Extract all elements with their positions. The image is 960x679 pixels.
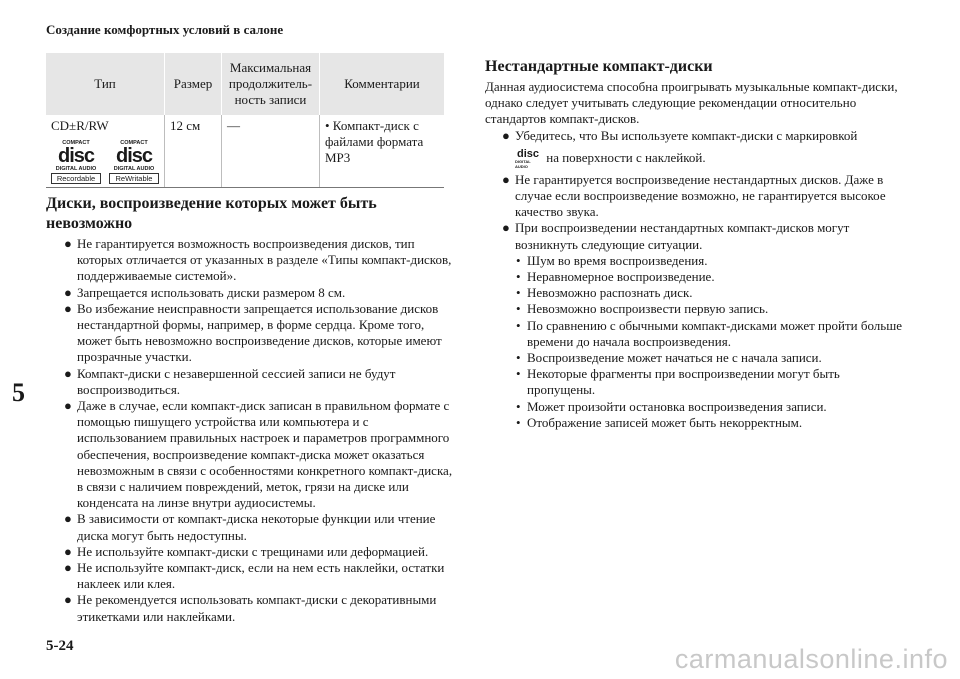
list-item: ● Убедитесь, что Вы используете компакт-диски с маркировкой disc DIGITAL AUDIO на поверхности с наклейкой. [485,128,910,170]
list-item: ● Не гарантируется возможность воспроизведения дисков, тип которых отличается от указанных в разделе «Типы компакт-дисков, поддерживаемые системой». [46,236,456,285]
list-item: ● Даже в случае, если компакт-диск записан в правильном формате с помощью пишущего устройства или компьютера и с использованием правильных настроек и параметров программного обеспечения, воспроизведение компакт-диска может оказаться невозможным в связи с особенностями конкретного компакт-диска, в связи с наличием повреждений, меток, грязи на диске или конденсата на линзе внутри аудиосистемы. [46,398,456,511]
inline-logo-line: disc DIGITAL AUDIO на поверхности с наклейкой. [515,147,706,169]
col-header-duration: Максимальная продолжитель-ность записи [222,53,320,115]
list-item: ● Не используйте компакт-диски с трещинами или деформацией. [46,544,456,560]
right-column [485,57,910,431]
compact-disc-logo-icon: disc DIGITAL AUDIO [515,147,539,169]
list-item: • Воспроизведение может начаться не с начала записи. [485,350,910,366]
list-item: ● Не гарантируется воспроизведение нестандартных дисков. Даже в случае если воспроизведение возможно, не гарантируется высокое качество звука. [485,172,910,221]
list-item: • По сравнению с обычными компакт-дисками может пройти больше времени до начала воспроизведения. [485,318,910,350]
list-item: ● Запрещается использовать диски размером 8 см. [46,285,456,301]
right-intro: Данная аудиосистема способна проигрывать музыкальные компакт-диски, однако следует учитывать следующие рекомендации относительно стандартов компакт-дисков. [485,79,898,127]
list-item: • Невозможно воспроизвести первую запись. [485,301,910,317]
right-sub-list [485,253,910,431]
right-heading: Нестандартные компакт-диски [485,58,713,75]
page-number: 5-24 [46,638,74,654]
table-row [46,115,444,188]
list-item: • Некоторые фрагменты при воспроизведении могут быть пропущены. [485,366,910,398]
list-item: ● Компакт-диски с незавершенной сессией записи не будут воспроизводиться. [46,366,456,398]
cell-type [46,115,165,188]
right-bullet-list [485,128,910,253]
cell-duration: — [222,115,320,188]
cell-type-text: CD±R/RW [51,118,109,133]
col-header-type: Тип [46,53,165,115]
disc-type-table [46,53,444,188]
cd-recordable-logo: COMPACT disc DIGITAL AUDIO Recordable [51,140,101,184]
col-header-comments: Комментарии [320,53,445,115]
left-heading: Диски, воспроизведение которых может быть невозможно [46,195,377,232]
list-item: ● В зависимости от компакт-диска некоторые функции или чтение диска могут быть недоступны. [46,511,456,543]
cd-logos [51,140,159,184]
list-item: ● При воспроизведении нестандартных компакт-дисков могут возникнуть следующие ситуации. [485,220,910,252]
watermark: carmanualsonline.info [674,644,948,674]
running-header: Создание комфортных условий в салоне [46,22,284,37]
left-column [46,194,456,625]
section-number: 5 [12,378,25,407]
list-item: ● Во избежание неисправности запрещается использование дисков нестандартной формы, например, в форме сердца. Кроме того, может быть невозможно воспроизведение дисков, которые имеют прозрачные участки. [46,301,456,366]
left-bullet-list [46,236,456,625]
col-header-size: Размер [165,53,222,115]
list-item: • Отображение записей может быть некорректным. [485,415,910,431]
cd-rewritable-logo: COMPACT disc DIGITAL AUDIO ReWritable [109,140,159,184]
cell-comment: • Компакт-диск с файлами формата MP3 [320,115,445,188]
list-item: • Невозможно распознать диск. [485,285,910,301]
list-item: ● Не используйте компакт-диск, если на нем есть наклейки, остатки наклеек или клея. [46,560,456,592]
list-item: • Может произойти остановка воспроизведения записи. [485,399,910,415]
list-item: ● Не рекомендуется использовать компакт-диски с декоративными этикетками или наклейками. [46,592,456,624]
cell-size: 12 см [165,115,222,188]
list-item: • Неравномерное воспроизведение. [485,269,910,285]
list-item: • Шум во время воспроизведения. [485,253,910,269]
